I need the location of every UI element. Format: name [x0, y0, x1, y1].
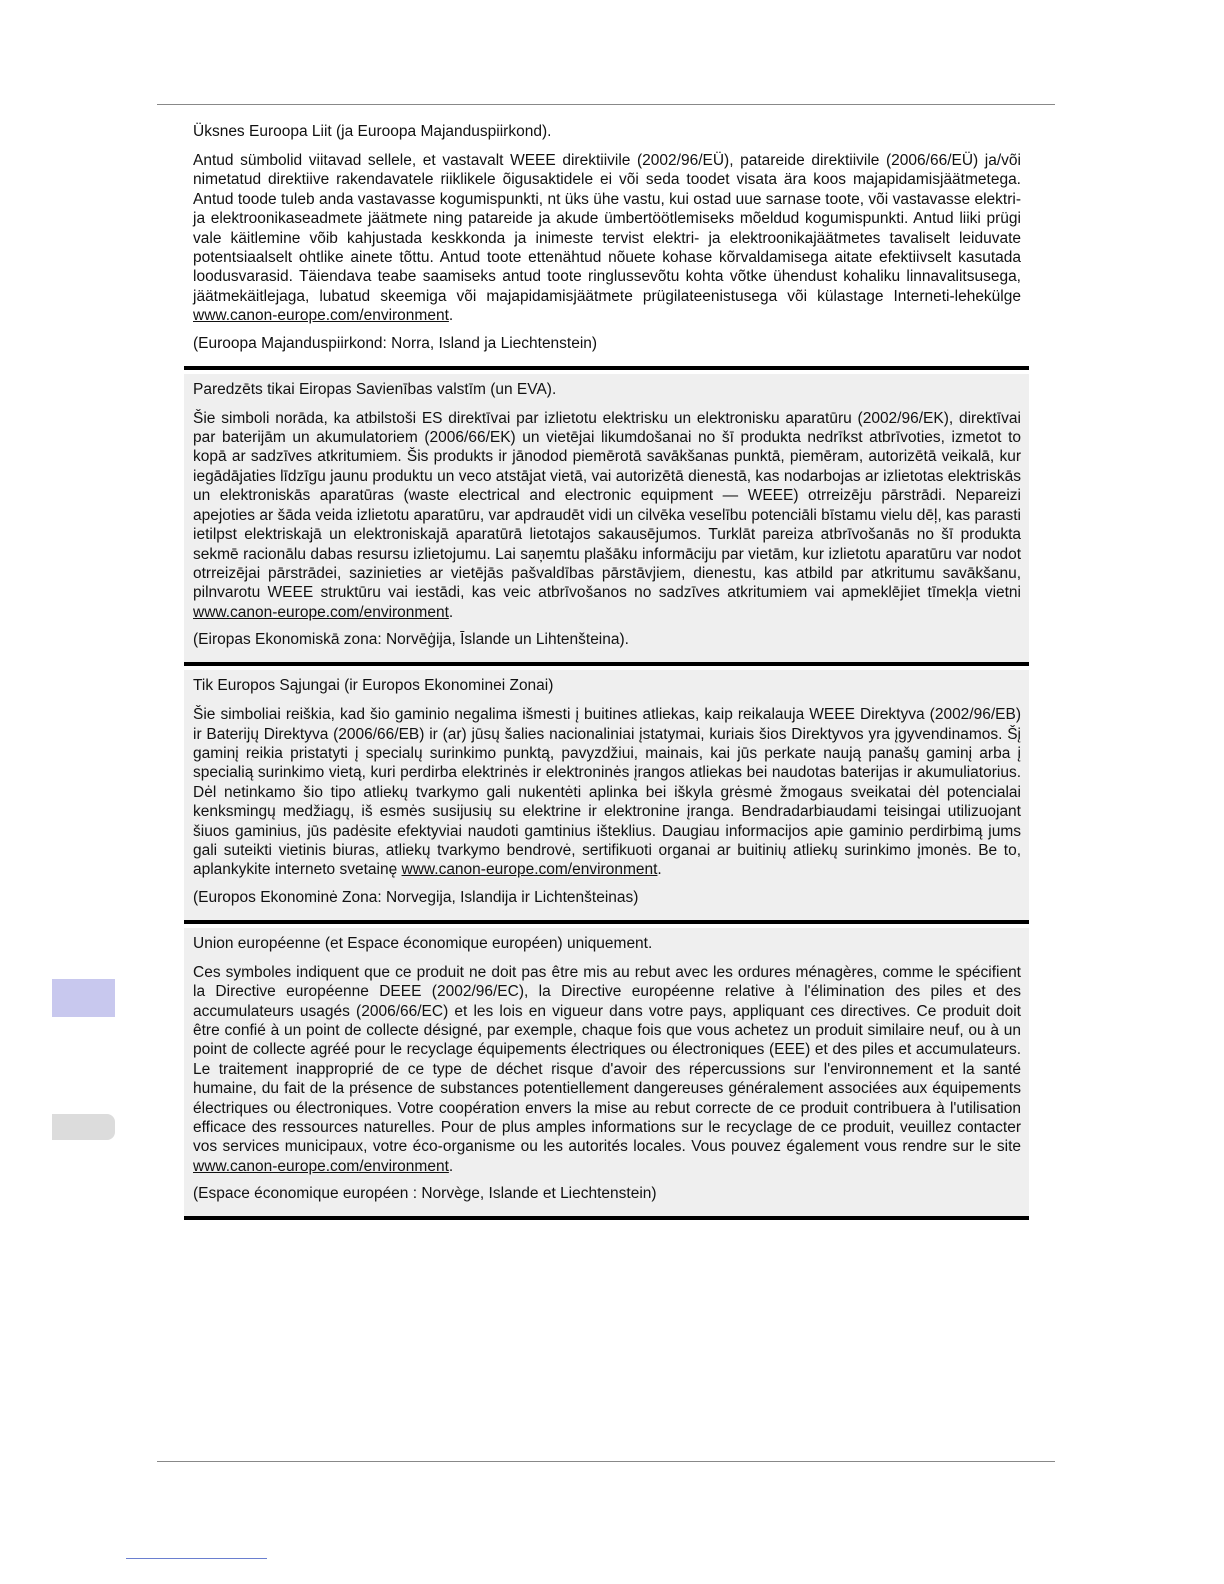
section-body-end: .	[657, 861, 662, 879]
section-body	[193, 409, 1021, 622]
section-area-note: (Euroopa Majanduspiirkond: Norra, Island ja Liechtenstein)	[193, 334, 598, 352]
section-body	[193, 151, 1021, 326]
environment-link[interactable]: www.canon-europe.com/environment	[193, 307, 449, 325]
section-area-note: (Eiropas Ekonomiskā zona: Norvēģija, Īslande un Lihtenšteina).	[193, 631, 629, 649]
environment-link[interactable]: www.canon-europe.com/environment	[401, 861, 658, 879]
bottom-divider	[157, 1461, 1055, 1462]
section-lithuanian	[184, 670, 1029, 924]
section-body-text: Šie simboli norāda, ka atbilstoši ES direktīvai par izlietotu elektrisku un elektronisku aparatūru (2002/96/EK), direktīvai par baterijām un akumulatoriem (2006/66/EK) un vietējai likumdošanai no šī produkta nedrīkst atbrīvoties, izmetot to kopā ar sadzīves atkritumiem. Šis produkts ir jānodod piemērotā savākšanas punktā, piemēram, autorizētā veikalā, kur iegādājaties līdzīgu jaunu produktu un veco atstājat vietā, vai autorizētā dienestā, kas nodarbojas ar izlietotas elektriskās un elektroniskās aparatūras (waste electrical and electronic equipment — WEEE) otrreizēju pārstrādi. Nepareizi apejoties ar šāda veida izlietotu aparatūru, var apdraudēt vidi un cilvēka veselību potenciāli bīstamu vielu dēļ, kas parasti ietilpst elektriskajā un elektroniskajā aparatūrā lietotajos sakausējumos. Turklāt pareiza atbrīvošanās no šī produkta sekmē racionālu dabas resursu izlietojumu. Lai saņemtu plašāku informāciju par vietām, kur izlietotu aparatūru var nodot otrreizējai pārstrādei, sazinieties ar vietējās pašvaldības pārstāvjiem, dienestu, kas atbild par atkritumu savākšanu, pilnvarotu WEEE struktūru vai iestādi, kas veic atbrīvošanos no sadzīves atkritumiem vai apmeklējiet tīmekļa vietni	[193, 409, 1022, 602]
section-body-text: Ces symboles indiquent que ce produit ne doit pas être mis au rebut avec les ordures ménagères, comme le spécifient la Directive européenne DEEE (2002/96/EC), la Directive européenne relative à l'élimination des piles et des accumulateurs usagés (2006/66/EC) et les lois en vigueur dans votre pays, appliquant ces directives. Ce produit doit être confié à un point de collecte désigné, par exemple, chaque fois que vous achetez un produit similaire neuf, ou à un point de collecte agréé pour le recyclage équipements électriques ou électroniques (EEE) et des piles et accumulateurs. Le traitement inapproprié de ce type de déchet risque d'avoir des répercussions sur l'environnement et la santé humaine, du fait de la présence de substances potentiellement dangereuses généralement associées aux équipements électriques ou électroniques. Votre coopération envers la mise au rebut correcte de ce produit contribuera à l'utilisation efficace des ressources naturelles. Pour de plus amples informations sur le recyclage de ce produit, veuillez contacter vos services municipaux, votre éco-organisme ou les autorités locales. Vous pouvez également vous rendre sur le site	[193, 963, 1021, 1156]
environment-link[interactable]: www.canon-europe.com/environment	[193, 603, 449, 621]
section-body-end: .	[448, 307, 454, 325]
section-latvian	[184, 374, 1029, 666]
section-french	[184, 928, 1029, 1220]
section-heading: Paredzēts tikai Eiropas Savienības valstīm (un EVA).	[193, 380, 557, 398]
section-area-note: (Espace économique européen : Norvège, Islande et Liechtenstein)	[193, 1185, 657, 1203]
section-heading: Union européenne (et Espace économique européen) uniquement.	[193, 934, 653, 952]
section-heading: Üksnes Euroopa Liit (ja Euroopa Majanduspiirkond).	[193, 123, 552, 140]
section-body-end: .	[448, 1157, 454, 1175]
weee-notice-content	[184, 116, 1029, 1220]
environment-link[interactable]: www.canon-europe.com/environment	[193, 1157, 449, 1175]
section-body-end: .	[448, 603, 454, 621]
section-body-text: Šie simboliai reiškia, kad šio gaminio negalima išmesti į buitines atliekas, kaip reikalauja WEEE Direktyva (2002/96/EB) ir Baterijų Direktyva (2006/66/EB) ir (ar) jūsų šalies nacionaliniai įstatymai, kuriais šios Direktyvos yra įgyvendinamos. Šį gaminį reikia pristatyti į specialų surinkimo punktą, pavyzdžiui, mainais, kai jūs perkate naują panašų gaminį arba į specialią surinkimo vietą, kuri perdirba elektrinės ir elektroninės įrangos atliekas bei naudotas baterijas ir akumuliatorius. Dėl netinkamo šio tipo atliekų tvarkymo gali nukentėti aplinka bei iškyla grėsmė žmogaus sveikatai dėl potencialai kenksmingų medžiagų, iš esmės susijusių su elektrine ir elektronine įranga. Bendradarbiaudami teisingai utilizuojant šiuos gaminius, jūs padėsite efektyviai naudoti gamtinius išteklius. Daugiau informacijos apie gaminio perdirbimą jums gali suteikti vietinis biuras, atliekų tvarkymo bendrovė, sertifikuoti organai ar buitinių atliekų surinkimo įmonės. Be to, aplankykite interneto svetainę	[193, 706, 1021, 879]
side-index-tab[interactable]	[52, 1114, 115, 1140]
section-estonian	[184, 116, 1029, 370]
section-body-text: Antud sümbolid viitavad sellele, et vastavalt WEEE direktiivile (2002/96/EÜ), patareide direktiivile (2006/66/EÜ) ja/või nimetatud direktiive rakendavatele riiklikele õigusaktidele ei või seda toodet visata ära koos majapidamisjäätmetega. Antud toode tuleb anda vastavasse kogumispunkti, nt üks ühe vastu, kui ostad uue sarnase toote, või vastavasse elektri- ja elektroonikaseadmete jäätmete ning patareide ja akude ümbertöötlemiseks mõeldud kogumispunkti. Antud liiki prügi vale käitlemine võib kahjustada keskkonda ja inimeste tervist elektri- ja elektroonikajäätmetes tavaliselt leiduvate potentsiaalselt ohtlike ainete tõttu. Antud toote ettenähtud nõuete kohase kõrvaldamisega aitate efektiivselt kasutada loodusvarasid. Täiendava teabe saamiseks antud toote ringlussevõtu kohta võtke ühendust kohaliku linnavalitsusega, jäätmekäitlejaga, lubatud skeemiga või majapidamisjäätmete prügilateenistusega või külastage Interneti-lehekülge	[193, 152, 1021, 305]
section-heading: Tik Europos Sąjungai (ir Europos Ekonominei Zonai)	[193, 677, 554, 695]
footer-link-underline[interactable]	[126, 1558, 267, 1559]
top-divider	[157, 104, 1055, 105]
section-body	[193, 705, 1021, 880]
section-area-note: (Europos Ekonominė Zona: Norvegija, Islandija ir Lichtenšteinas)	[193, 888, 639, 906]
side-index-tab-active[interactable]	[52, 979, 115, 1017]
section-body	[193, 963, 1021, 1176]
